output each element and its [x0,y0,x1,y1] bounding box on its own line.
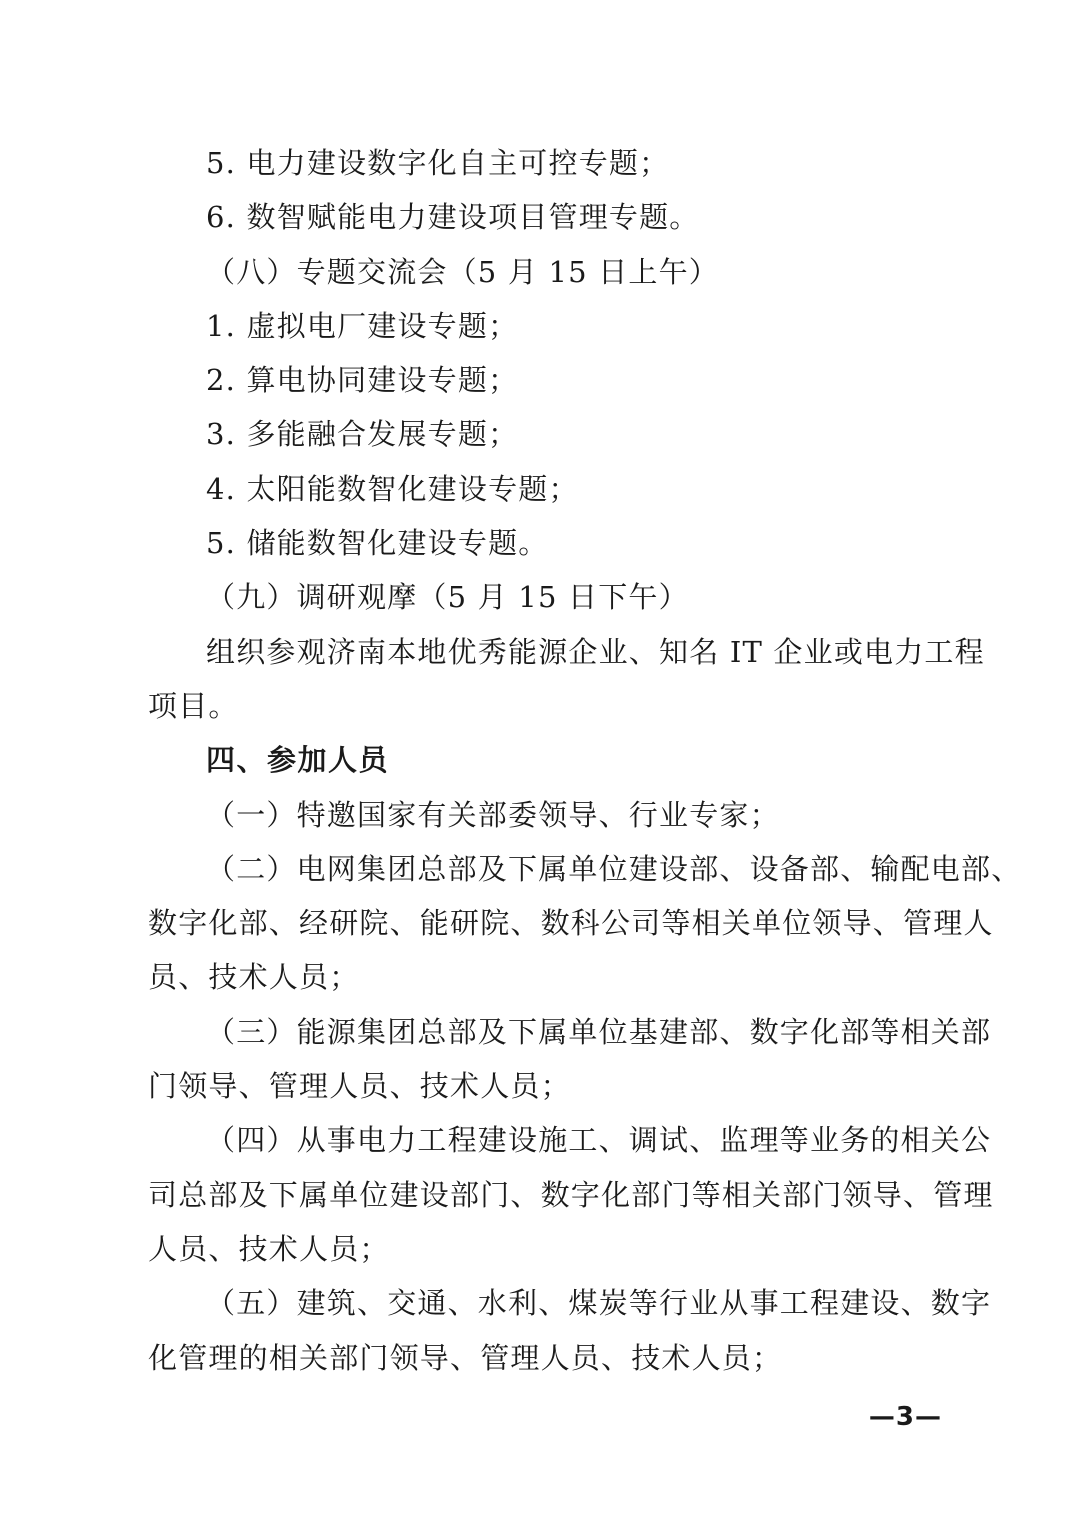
list-item-topic-6: 6. 数智赋能电力建设项目管理专题。 [206,200,700,235]
list-item-compute-power-synergy: 2. 算电协同建设专题； [206,363,519,398]
participant-item-5-line-2: 化管理的相关部门领导、管理人员、技术人员； [148,1340,783,1375]
participant-item-3-line-1: （三）能源集团总部及下属单位基建部、数字化部等相关部 [206,1014,992,1049]
section-4-heading: 四、参加人员 [206,743,390,778]
document-body [148,136,1022,1385]
participant-item-3-line-2: 门领导、管理人员、技术人员； [148,1069,571,1104]
participant-item-4-line-1: （四）从事电力工程建设施工、调试、监理等业务的相关公 [206,1123,992,1158]
section-9-heading: （九）调研观摩（5 月 15 日下午） [206,580,689,615]
visit-paragraph-line-2: 项目。 [148,688,239,723]
section-8-heading: （八）专题交流会（5 月 15 日上午） [206,254,720,289]
list-item-multi-energy: 3. 多能融合发展专题； [206,417,519,452]
list-item-energy-storage: 5. 储能数智化建设专题。 [206,526,549,561]
participant-item-5-line-1: （五）建筑、交通、水利、煤炭等行业从事工程建设、数字 [206,1286,992,1321]
participant-item-4-line-2: 司总部及下属单位建设部门、数字化部门等相关部门领导、管理 [148,1177,994,1212]
participant-item-1: （一）特邀国家有关部委领导、行业专家； [206,797,780,832]
visit-paragraph-line-1: 组织参观济南本地优秀能源企业、知名 IT 企业或电力工程 [206,634,985,669]
participant-item-2-line-1: （二）电网集团总部及下属单位建设部、设备部、输配电部、 [206,851,1022,886]
list-item-topic-5: 5. 电力建设数字化自主可控专题； [206,146,670,180]
participant-item-2-line-3: 员、技术人员； [148,960,360,995]
page-number: —3— [868,1402,942,1432]
list-item-virtual-power-plant: 1. 虚拟电厂建设专题； [206,308,519,343]
participant-item-4-line-3: 人员、技术人员； [148,1231,390,1266]
participant-item-2-line-2: 数字化部、经研院、能研院、数科公司等相关单位领导、管理人 [148,906,994,941]
list-item-solar: 4. 太阳能数智化建设专题； [206,471,579,506]
